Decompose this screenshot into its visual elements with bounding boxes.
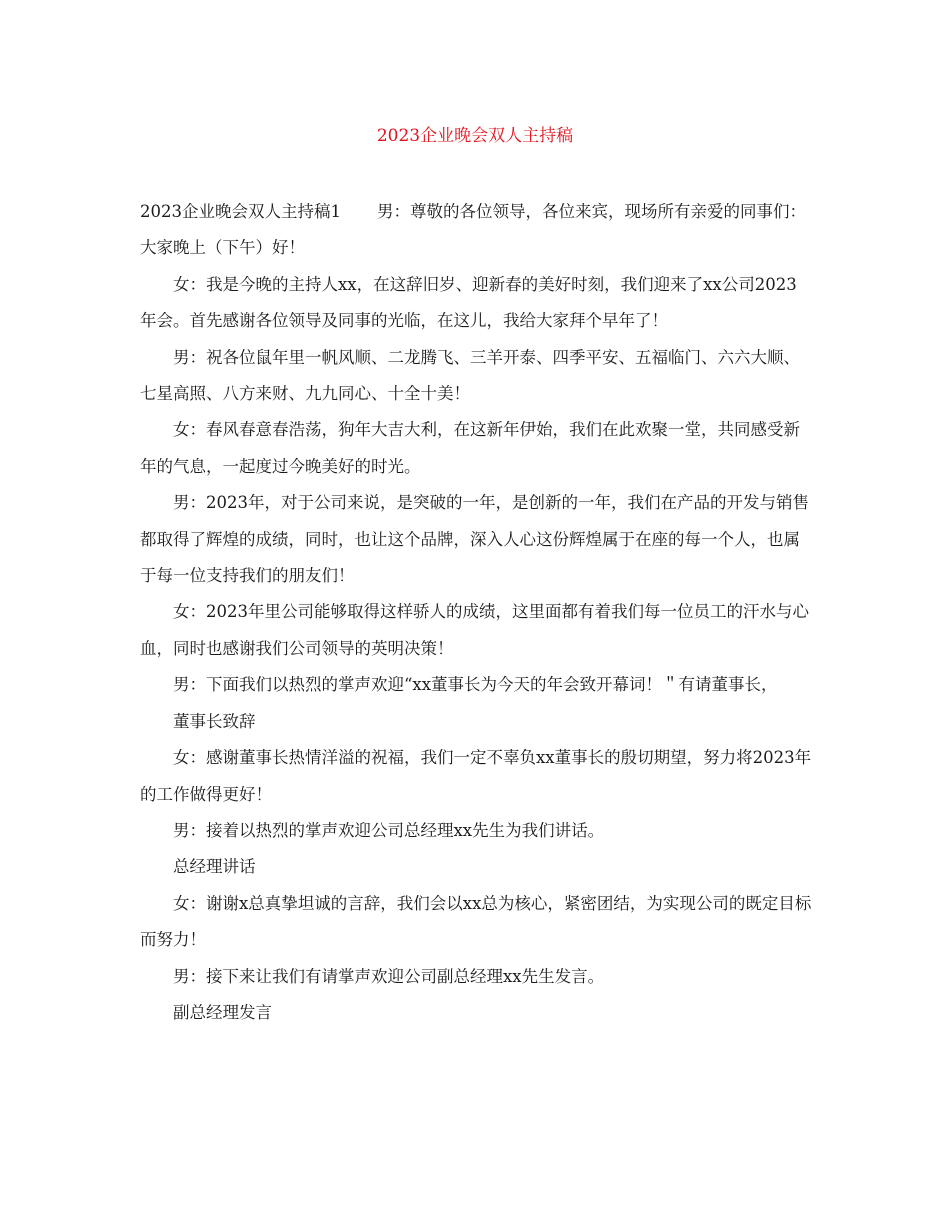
section-heading: 副总经理发言 xyxy=(173,1002,272,1022)
document-title: 2023企业晚会双人主持稿 xyxy=(376,126,574,146)
paragraph: 女：春风春意春浩荡，狗年大吉大利，在这新年伊始，我们在此欢聚一堂，共同感受新年的气息，一起度过今晚美好的时光。 xyxy=(140,420,800,476)
paragraph: 女：感谢董事长热情洋溢的祝福，我们一定不辜负xx董事长的殷切期望，努力将2023年的工作做得更好！ xyxy=(140,748,812,804)
paragraph: 女：我是今晚的主持人xx，在这辞旧岁、迎新春的美好时刻，我们迎来了xx公司2023年会。首先感谢各位领导及同事的光临，在这儿，我给大家拜个早年了！ xyxy=(140,274,797,331)
intro-paragraph xyxy=(140,194,812,267)
paragraph: 女：谢谢x总真挚坦诚的言辞，我们会以xx总为核心，紧密团结，为实现公司的既定目标而努力！ xyxy=(140,893,812,950)
intro-label: 2023企业晚会双人主持稿1 xyxy=(140,202,341,221)
paragraph: 女：2023年里公司能够取得这样骄人的成绩，这里面都有着我们每一位员工的汗水与心血，同时也感谢我们公司领导的英明决策！ xyxy=(140,602,809,658)
section-heading: 董事长致辞 xyxy=(173,711,256,731)
intro-text: 男：尊敬的各位领导，各位来宾，现场所有亲爱的同事们：大家晚上（下午）好！ xyxy=(140,202,806,258)
section-heading: 总经理讲话 xyxy=(173,857,256,877)
document-body xyxy=(140,194,812,1031)
paragraph: 男：2023年，对于公司来说，是突破的一年，是创新的一年，我们在产品的开发与销售都取得了辉煌的成绩，同时，也让这个品牌，深入人心这份辉煌属于在座的每一个人，也属于每一位支持我们的朋友们！ xyxy=(140,493,809,586)
paragraph: 男：接着以热烈的掌声欢迎公司总经理xx先生为我们讲话。 xyxy=(173,820,605,840)
paragraph: 男：接下来让我们有请掌声欢迎公司副总经理xx先生发言。 xyxy=(173,966,605,986)
paragraph: 男：祝各位鼠年里一帆风顺、二龙腾飞、三羊开泰、四季平安、五福临门、六六大顺、七星高照、八方来财、九九同心、十全十美！ xyxy=(140,347,800,404)
paragraph: 男：下面我们以热烈的掌声欢迎“xx董事长为今天的年会致开幕词！＂有请董事长， xyxy=(173,675,778,695)
